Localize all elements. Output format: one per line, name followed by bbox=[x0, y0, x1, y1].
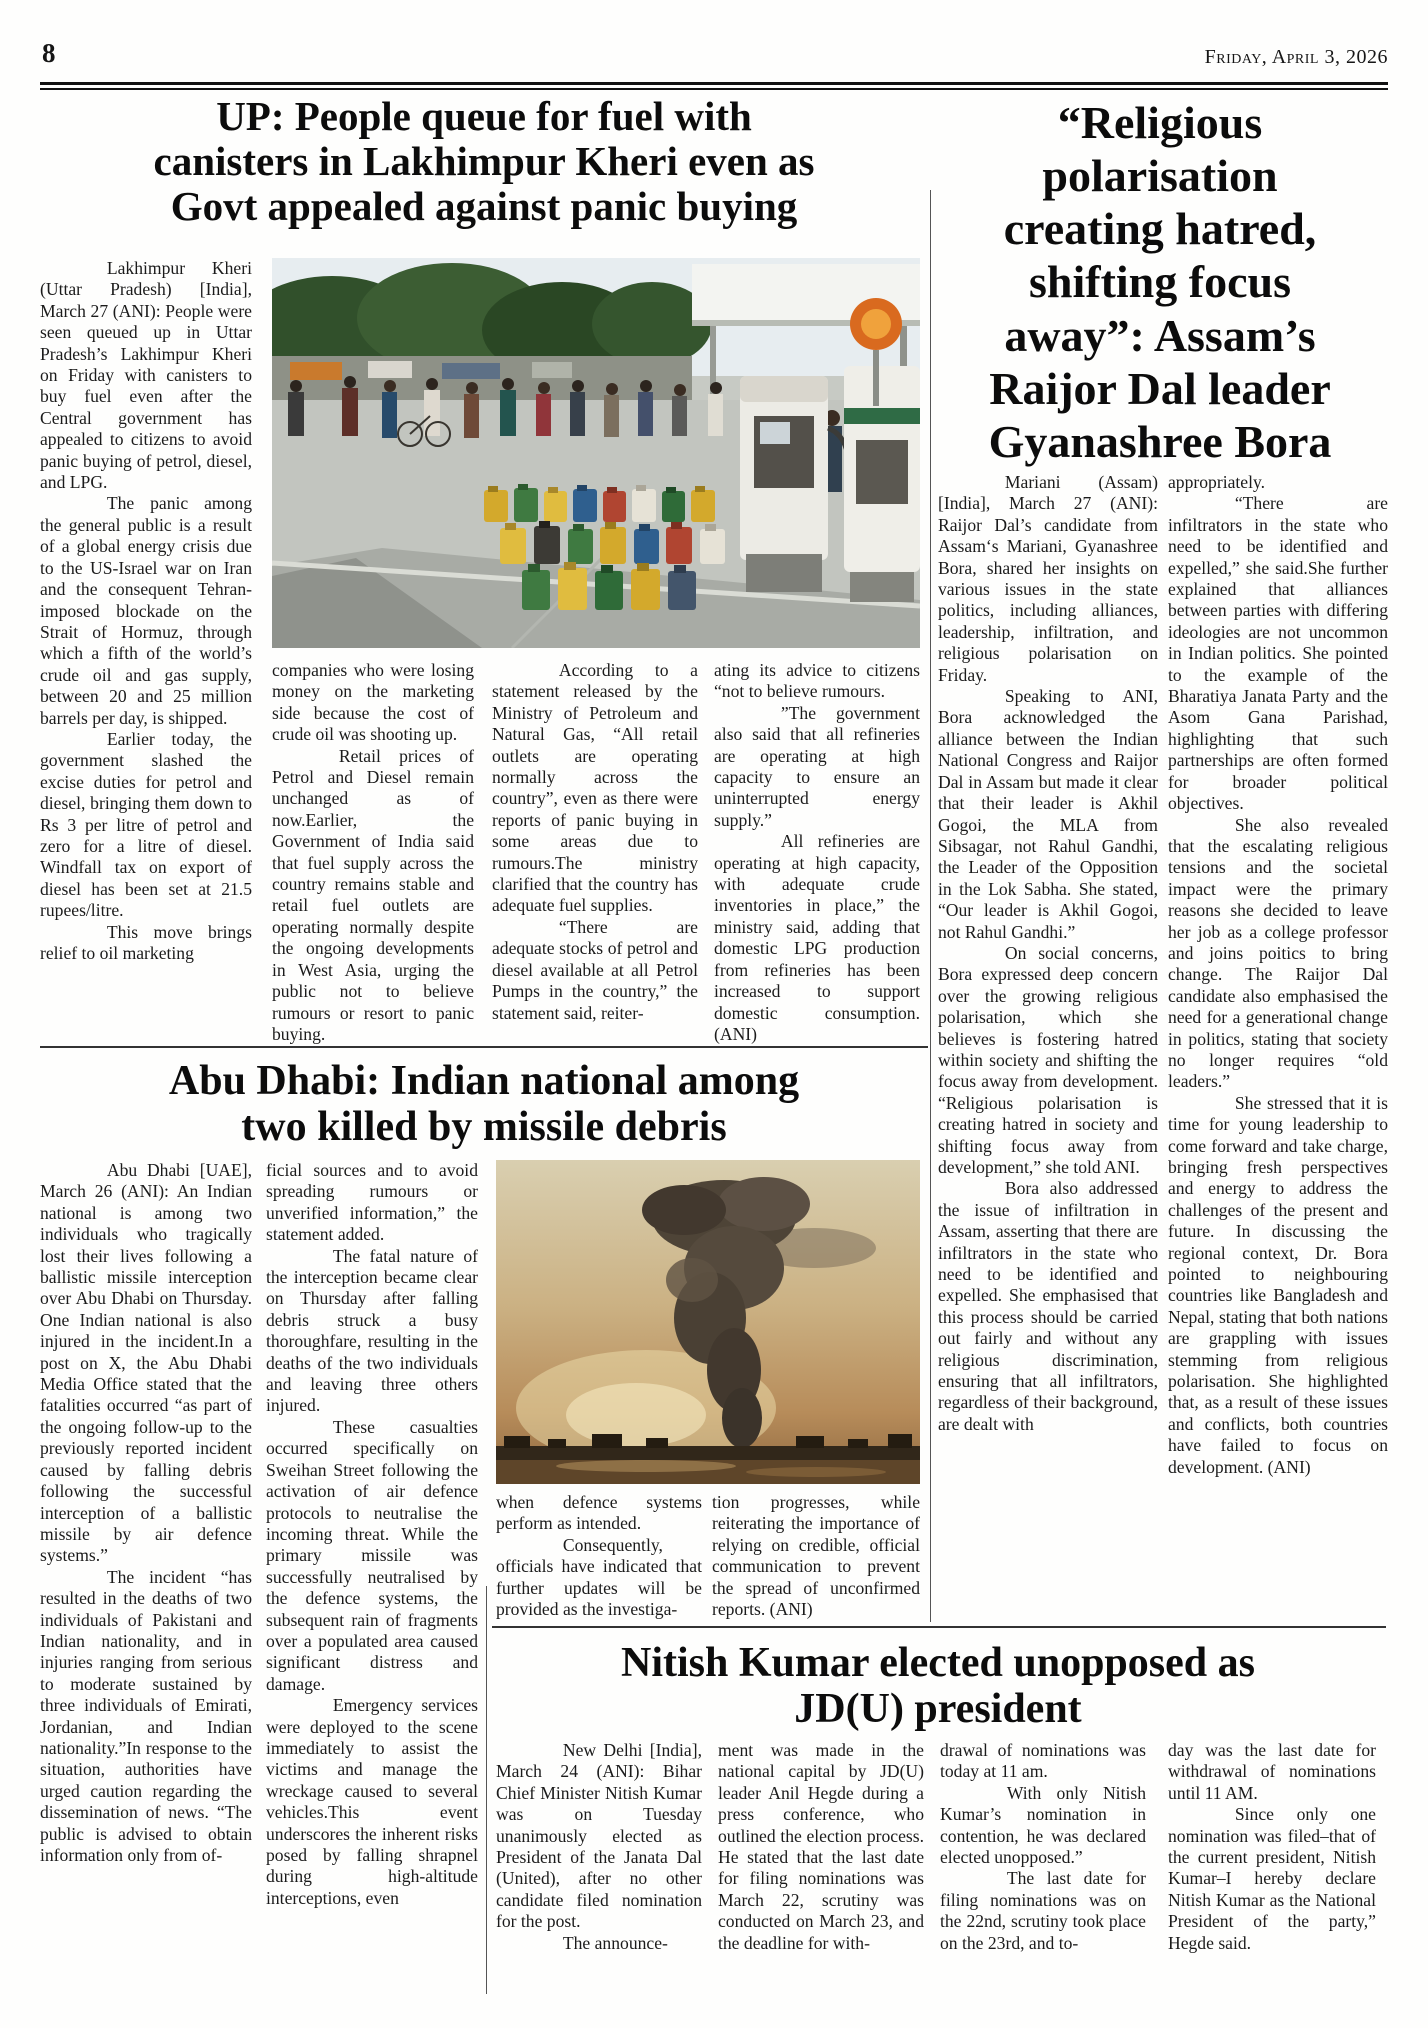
headline-line: Govt appealed against panic buying bbox=[170, 183, 798, 230]
nitish-article-column-1 bbox=[496, 1740, 702, 1954]
paragraph: Mariani (Assam) [India], March 27 (ANI): Raijor Dal’s candidate from Assam‘s Mariani, Gyanashree Bora, shared her insights on various issues in the state politics, including alliances, leadership, infiltration, and religious polarisation on Friday. bbox=[938, 472, 1158, 685]
paragraph: ment was made in the national capital by JD(U) leader Anil Hegde during a press conference, who outlined the election process. He stated that the last date for filing nominations was March 22, scrutiny was conducted on March 23, and the deadline for with- bbox=[718, 1740, 924, 1953]
paragraph: ating its advice to citizens “not to believe rumours. bbox=[714, 660, 920, 702]
religious-article-column-2 bbox=[1168, 472, 1388, 1478]
religious-article-headline bbox=[934, 96, 1386, 468]
column-divider-vertical-main bbox=[930, 190, 931, 1622]
page-date: Friday, April 3, 2026 bbox=[1204, 46, 1388, 68]
paragraph: Speaking to ANI, Bora acknowledged the alliance between the Indian National Congress and Raijor Dal in Assam but made it clear that their leader is Akhil Gogoi, the MLA from Sibsagar, not Rahul Gandhi, the Leader of the Opposition in the Lok Sabha. She stated, “Our leader is Akhil Gogoi, not Rahul Gandhi.” bbox=[938, 686, 1158, 942]
headline-line: away”: Assam’s bbox=[1004, 309, 1316, 361]
paragraph: Bora also addressed the issue of infiltration in Assam, asserting that there are infiltrators in the state who need to be identified and expelled. She emphasised that this process should be carried out fairly and without any religious discrimination, ensuring that all infiltrators, regardless of their background, are dealt with bbox=[938, 1178, 1158, 1434]
fuel-article-column-4 bbox=[714, 660, 920, 1045]
paragraph: day was the last date for withdrawal of nominations until 11 AM. bbox=[1168, 1740, 1376, 1803]
religious-article-column-1 bbox=[938, 472, 1158, 1435]
paragraph: companies who were losing money on the marketing side because the cost of crude oil was shooting up. bbox=[272, 660, 474, 745]
headline-line: Gyanashree Bora bbox=[988, 415, 1332, 467]
paragraph: tion progresses, while reiterating the importance of relying on credible, official communication to prevent the spread of unconfirmed reports. (ANI) bbox=[712, 1492, 920, 1620]
paragraph: Consequently, officials have indicated that further updates will be provided as the investiga- bbox=[496, 1534, 702, 1620]
paragraph: ”The government also said that all refineries are operating at high capacity to ensure an uninterrupted energy supply.” bbox=[714, 702, 920, 830]
headline-line: Raijor Dal leader bbox=[989, 362, 1331, 414]
page-number: 8 bbox=[42, 38, 56, 68]
fuel-queue-photo-graphic bbox=[272, 258, 920, 648]
headline-line: polarisation bbox=[1042, 150, 1278, 202]
smoke-plume-photo-graphic bbox=[496, 1160, 920, 1484]
nitish-article-headline bbox=[490, 1640, 1386, 1732]
fuel-article-column-3 bbox=[492, 660, 698, 1024]
headline-line: shifting focus bbox=[1029, 256, 1291, 308]
nitish-article-column-4 bbox=[1168, 1740, 1376, 1954]
headline-line: canisters in Lakhimpur Kheri even as bbox=[153, 138, 815, 185]
paragraph: Emergency services were deployed to the scene immediately to assist the victims and manage the wreckage caused to several vehicles.This event underscores the inherent risks posed by falling shrapnel during high-altitude interceptions, even bbox=[266, 1695, 478, 1908]
header-double-rule bbox=[40, 82, 1388, 90]
paragraph: Since only one nomination was filed–that of the current president, Nitish Kumar–I hereby declare Nitish Kumar as the National President of the party,” Hegde said. bbox=[1168, 1804, 1376, 1953]
paragraph: Lakhimpur Kheri (Uttar Pradesh) [India], March 27 (ANI): People were seen queued up in Uttar Pradesh’s Lakhimpur Kheri on Friday with canisters to buy fuel even after the Central government has appealed to citizens to avoid panic buying of petrol, diesel, and LPG. bbox=[40, 258, 252, 493]
fuel-article-column-2 bbox=[272, 660, 474, 1045]
paragraph: On social concerns, Bora expressed deep concern over the growing religious polarisation, which she believes is fostering hatred within society and shifting the focus away from development. “Religious polarisation is creating hatred in society and shifting focus away from development,” she told ANI. bbox=[938, 942, 1158, 1177]
paragraph: drawal of nominations was today at 11 am. bbox=[940, 1740, 1146, 1782]
headline-line: JD(U) president bbox=[794, 1686, 1082, 1733]
fuel-article-headline bbox=[40, 94, 928, 229]
paragraph: She also revealed that the escalating religious tensions and the societal impact were the primary reasons she decided to leave her job as a college professor and joins poitics to bring change. The Raijor Dal candidate also emphasised the need for a generational change in politics, stating that society no longer requires “old leaders.” bbox=[1168, 814, 1388, 1092]
headline-line: creating hatred, bbox=[1003, 203, 1317, 255]
abudhabi-article-column-3 bbox=[496, 1492, 702, 1620]
nitish-article-column-3 bbox=[940, 1740, 1146, 1954]
headline-line: “Religious bbox=[1057, 97, 1263, 148]
rule-under-fuel-article bbox=[40, 1046, 928, 1048]
paragraph: These casualties occurred specifically on Sweihan Street following the activation of air defence protocols to neutralise the incoming threat. While the primary missile was successfully neutralised by the defence systems, the subsequent rain of fragments over a populated area caused significant distress and damage. bbox=[266, 1416, 478, 1694]
column-divider-vertical-bottom bbox=[486, 1586, 487, 1994]
headline-line: Nitish Kumar elected unopposed as bbox=[621, 1640, 1255, 1686]
abudhabi-article-column-2 bbox=[266, 1160, 478, 1909]
paragraph: With only Nitish Kumar’s nomination in contention, he was declared elected unopposed.” bbox=[940, 1782, 1146, 1868]
rule-above-nitish-article bbox=[492, 1626, 1386, 1628]
headline-line: UP: People queue for fuel with bbox=[216, 93, 752, 139]
paragraph: This move brings relief to oil marketing bbox=[40, 921, 252, 963]
paragraph: The fatal nature of the interception became clear on Thursday after falling debris struck a busy thoroughfare, resulting in the deaths of the two individuals and leaving three others injured. bbox=[266, 1245, 478, 1416]
paragraph: All refineries are operating at high capacity, with adequate crude inventories in place,” the ministry said, adding that domestic LPG production from refineries has been increased to support domestic consumption. (ANI) bbox=[714, 831, 920, 1044]
abudhabi-article-headline bbox=[40, 1058, 928, 1150]
paragraph: “There are infiltrators in the state who need to be identified and expelled,” she said.She further explained that alliances between parties with differing ideologies are not uncommon in Indian politics. She pointed to the example of the Bharatiya Janata Party and the Asom Gana Parishad, highlighting that such partnerships are often formed for broader political objectives. bbox=[1168, 493, 1388, 814]
paragraph: ficial sources and to avoid spreading rumours or unverified information,” the statement added. bbox=[266, 1160, 478, 1245]
paragraph: The panic among the general public is a result of a global energy crisis due to the US-Israel war on Iran and the consequent Tehran-imposed blockade on the Strait of Hormuz, through which a fifth of the world’s crude oil and gas supply, between 20 and 25 million barrels per day, is shipped. bbox=[40, 493, 252, 728]
paragraph: appropriately. bbox=[1168, 472, 1266, 492]
fuel-article-column-1 bbox=[40, 258, 252, 964]
paragraph: New Delhi [India], March 24 (ANI): Bihar Chief Minister Nitish Kumar was on Tuesday unanimously elected as President of the Janata Dal (United), after no other candidate filed nomination for the post. bbox=[496, 1740, 702, 1932]
paragraph: She stressed that it is time for young leadership to come forward and take charge, bringing fresh perspectives and energy to address the challenges of the present and future. In discussing the regional context, Dr. Bora pointed to neighbouring countries like Bangladesh and Nepal, stating that both nations are grappling with issues stemming from religious polarisation. She highlighted that, as a result of these issues and conflicts, both countries have failed to focus on development. (ANI) bbox=[1168, 1092, 1388, 1477]
paragraph: when defence systems perform as intended. bbox=[496, 1492, 702, 1534]
fuel-queue-photo bbox=[272, 258, 920, 648]
paragraph: Earlier today, the government slashed the excise duties for petrol and diesel, bringing them down to Rs 3 per litre of petrol and zero for a litre of diesel. Windfall tax on export of diesel has been set at 21.5 rupees/litre. bbox=[40, 728, 252, 921]
paragraph: The incident “has resulted in the deaths of two individuals of Pakistani and Indian nationality, and in injuries ranging from serious to moderate sustained by three individuals of Emirati, Jordanian, and Indian nationality.”In response to the situation, authorities have urged caution regarding the dissemination of news. “The public is advised to obtain information only from of- bbox=[40, 1566, 252, 1865]
paragraph: The last date for filing nominations was on the 22nd, scrutiny took place on the 23rd, and to- bbox=[940, 1868, 1146, 1953]
paragraph: “There are adequate stocks of petrol and diesel available at all Petrol Pumps in the country,” the statement said, reiter- bbox=[492, 916, 698, 1023]
paragraph: According to a statement released by the Ministry of Petroleum and Natural Gas, “All retail outlets are operating normally across the country”, even as there were reports of panic buying in some areas due to rumours.The ministry clarified that the country has adequate fuel supplies. bbox=[492, 660, 698, 916]
headline-line: Abu Dhabi: Indian national among bbox=[168, 1058, 800, 1104]
paragraph: Abu Dhabi [UAE], March 26 (ANI): An Indian national is among two individuals who tragically lost their lives following a ballistic missile interception over Abu Dhabi on Thursday. One Indian national is also injured in the incident.In a post on X, the Abu Dhabi Media Office stated that the fatalities occurred “as part of the ongoing follow-up to the previously reported incident caused by falling debris following the successful interception of a ballistic missile by air defence systems.” bbox=[40, 1160, 252, 1566]
abudhabi-article-column-4 bbox=[712, 1492, 920, 1620]
headline-line: two killed by missile debris bbox=[241, 1104, 727, 1151]
paragraph: The announce- bbox=[562, 1932, 668, 1953]
abudhabi-article-column-1 bbox=[40, 1160, 252, 1866]
paragraph: Retail prices of Petrol and Diesel remain unchanged as of now.Earlier, the Government of India said that fuel supply across the country remains stable and retail fuel outlets are operating normally despite the ongoing developments in West Asia, urging the public not to believe rumours or resort to panic buying. bbox=[272, 745, 474, 1044]
smoke-plume-photo bbox=[496, 1160, 920, 1484]
nitish-article-column-2 bbox=[718, 1740, 924, 1954]
